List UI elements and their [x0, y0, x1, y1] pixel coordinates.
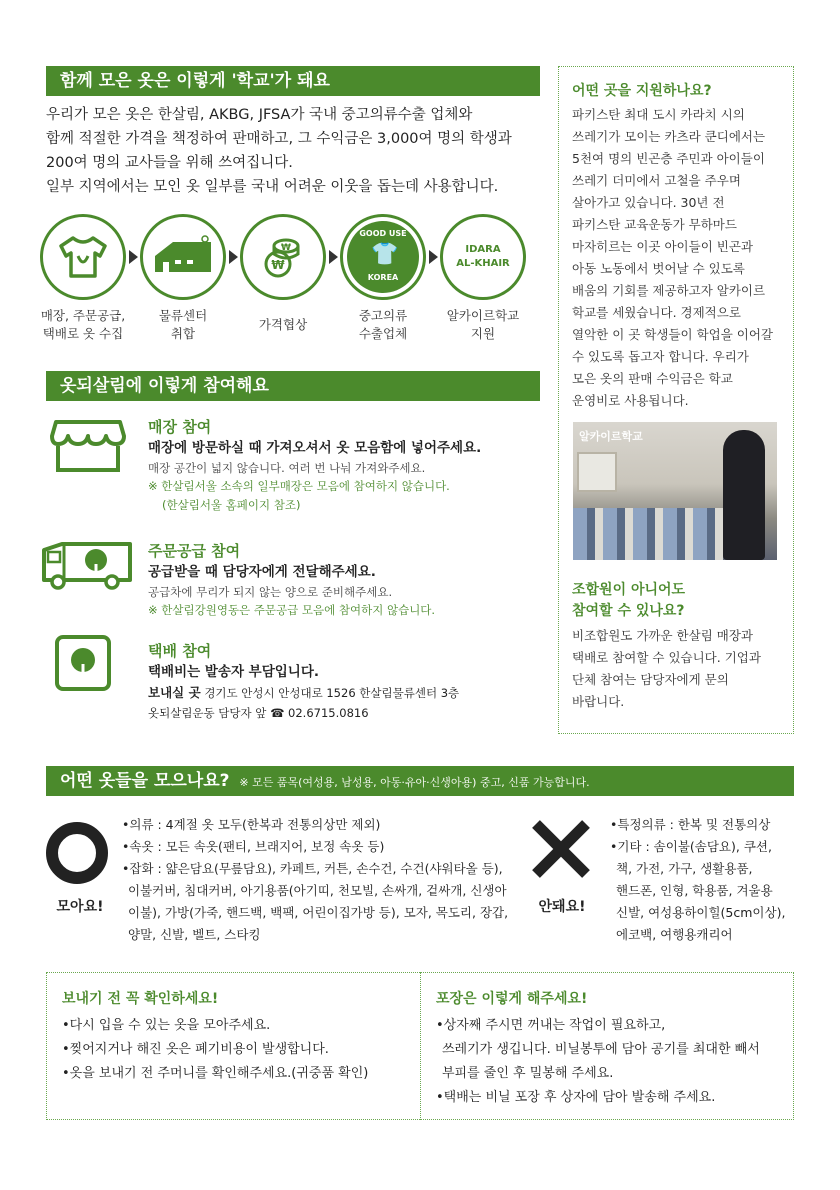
photo-students [573, 508, 723, 560]
parcel-recipient [148, 703, 538, 723]
intro-paragraph [46, 103, 546, 199]
step-caption-warehouse [133, 307, 233, 343]
sidebar-line: 살아가고 있습니다. 30년 전 [572, 195, 725, 210]
parcel-title: 택배 참여 [148, 642, 212, 660]
phone-icon: ☎ [270, 706, 285, 720]
q2-line: 참여할 수 있나요? [572, 603, 685, 619]
section-title-items [46, 766, 794, 796]
packing-block [436, 988, 790, 1110]
packing-line: 부피를 줄인 후 밀봉해 주세요. [442, 1066, 614, 1081]
items-title: 어떤 옷들을 모으나요? [60, 771, 230, 791]
q2-line: 조합원이 아니어도 [572, 582, 686, 598]
no-cross-icon [528, 816, 594, 882]
svg-text:₩: ₩ [271, 258, 285, 272]
sidebar-line: 수 있도록 돕고자 합니다. 우리가 [572, 349, 749, 364]
check-line: •다시 입을 수 있는 옷을 모아주세요. [62, 1018, 271, 1033]
photo-label: 알카이르학교 [579, 430, 643, 443]
sidebar-content [572, 80, 786, 412]
delivery-note: ※ 한살림강원영동은 주문공급 모음에 참여하지 않습니다. [148, 603, 436, 617]
yes-line: •속옷 : 모든 속옷(팬티, 브래지어, 보정 속옷 등) [122, 839, 385, 854]
recipient-value: 옷되살림운동 담당자 앞 [148, 706, 267, 720]
svg-text:₩: ₩ [281, 243, 291, 253]
sidebar-line: 비조합원도 가까운 한살림 매장과 [572, 628, 753, 643]
store-line: 매장에 방문하실 때 가져오셔서 옷 모음함에 넣어주세요. [148, 440, 482, 456]
step-caption-exporter [333, 307, 433, 343]
yes-line: 이불), 가방(가죽, 핸드백, 백팩, 어린이집가방 등), 모자, 목도리, 장갑, [128, 905, 509, 920]
yes-line: •의류 : 4계절 옷 모두(한복과 전통의상만 제외) [122, 817, 381, 832]
shirt-icon: 👕 [371, 242, 399, 267]
check-line: •찢어지거나 해진 옷은 폐기비용이 발생합니다. [62, 1042, 329, 1057]
check-title: 보내기 전 꼭 확인하세요! [62, 991, 219, 1007]
sidebar-line: 모은 옷의 판매 수익금은 학교 [572, 371, 733, 386]
sidebar-line: 운영비로 사용됩니다. [572, 393, 689, 408]
caption-line: 가격협상 [258, 317, 308, 332]
step-circle-exporter [340, 214, 426, 300]
good-use-korea-badge [347, 221, 419, 293]
badge-bottom-text: KOREA [367, 273, 399, 282]
caption-line: 지원 [470, 326, 496, 341]
packing-line: •택배는 비닐 포장 후 상자에 담아 발송해 주세요. [436, 1090, 716, 1105]
sidebar-line: 학교를 세웠습니다. 경제적으로 [572, 305, 741, 320]
photo-window [577, 452, 617, 492]
arrow-right-icon [429, 250, 438, 264]
items-subtitle: ※ 모든 품목(여성용, 남성용, 아동·유아·신생아용) 중고, 신품 가능합니다. [239, 776, 590, 789]
sidebar-content-2 [572, 580, 786, 713]
intro-line: 함께 적절한 가격을 책정하여 판매하고, 그 수익금은 3,000여 명의 학생과 [46, 131, 512, 147]
check-line: •옷을 보내기 전 주머니를 확인해주세요.(귀중품 확인) [62, 1066, 369, 1081]
step-circle-collect [40, 214, 126, 300]
yes-line: 이불커버, 침대커버, 아기용품(아기띠, 천모빌, 손싸개, 겉싸개, 신생아 [128, 883, 507, 898]
parcel-block [148, 640, 538, 723]
sidebar-para-2 [572, 625, 786, 713]
yes-line: •잡화 : 얇은담요(무릎담요), 카페트, 커튼, 손수건, 수건(샤워타올 등), [122, 861, 503, 876]
delivery-block [148, 540, 538, 620]
caption-line: 알카이르학교 [446, 308, 520, 323]
step-circle-warehouse [140, 214, 226, 300]
intro-line: 우리가 모은 옷은 한살림, AKBG, JFSA가 국내 중고의류수출 업체와 [46, 107, 473, 123]
yes-line: 양말, 신발, 벨트, 스타킹 [128, 927, 261, 942]
no-line: 핸드폰, 인형, 학용품, 겨울용 [616, 883, 773, 898]
warehouse-icon [151, 234, 215, 280]
sidebar-line: 배움의 기회를 제공하고자 알카이르 [572, 283, 766, 298]
sidebar-line: 바랍니다. [572, 694, 625, 709]
sidebar-line: 아동 노동에서 벗어날 수 있도록 [572, 261, 745, 276]
no-line: •특정의류 : 한복 및 전통의상 [610, 817, 771, 832]
check-block [62, 988, 412, 1086]
badge-top-text: GOOD USE [359, 229, 407, 238]
step-circle-price [240, 214, 326, 300]
logo-line-1: IDARA [465, 244, 501, 255]
caption-line: 중고의류 [358, 308, 408, 323]
sidebar-line: 파키스탄 교육운동가 무하마드 [572, 217, 737, 232]
bottom-divider [420, 972, 421, 1120]
store-note: (한살림서울 홈페이지 참조) [162, 498, 301, 512]
store-note: ※ 한살림서울 소속의 일부매장은 모음에 참여하지 않습니다. [148, 479, 450, 493]
store-block [148, 416, 538, 515]
school-photo [573, 422, 777, 560]
sidebar-question-1: 어떤 곳을 지원하나요? [572, 83, 712, 99]
sidebar-line: 마자히르는 이곳 아이들이 빈곤과 [572, 239, 753, 254]
parcel-box-icon [54, 634, 112, 692]
idara-alkhair-logo [456, 243, 510, 271]
intro-line: 200여 명의 교사들을 위해 쓰여집니다. [46, 155, 293, 171]
no-line: 책, 가전, 가구, 생활용품, [616, 861, 753, 876]
parcel-address [148, 683, 538, 703]
address-value: 경기도 안성시 안성대로 1526 한살림물류센터 3층 [204, 686, 460, 700]
delivery-line: 공급받을 때 담당자에게 전달해주세요. [148, 564, 376, 580]
no-label: 안돼요! [538, 899, 586, 915]
sidebar-line: 5천여 명의 빈곤층 주민과 아이들이 [572, 151, 765, 166]
store-sub: 매장 공간이 넓지 않습니다. 여러 번 나눠 가져와주세요. [148, 461, 426, 475]
section-title-participate: 옷되살림에 이렇게 참여해요 [46, 371, 540, 401]
address-label: 보내실 곳 [148, 685, 201, 700]
delivery-truck-icon [40, 540, 134, 590]
parcel-line: 택배비는 발송자 부담입니다. [148, 664, 320, 680]
sidebar-para-1 [572, 104, 786, 412]
caption-line: 취합 [170, 326, 196, 341]
packing-line: •상자째 주시면 꺼내는 작업이 필요하고, [436, 1018, 666, 1033]
photo-teacher [723, 430, 765, 560]
step-caption-collect [33, 307, 133, 343]
yes-circle-icon [46, 822, 108, 884]
arrow-right-icon [229, 250, 238, 264]
section-title-school: 함께 모은 옷은 이렇게 '학교'가 돼요 [46, 66, 540, 96]
step-caption-school [433, 307, 533, 343]
no-list [610, 814, 800, 946]
tshirt-icon [57, 234, 109, 280]
caption-line: 물류센터 [158, 308, 208, 323]
packing-line: 쓰레기가 생깁니다. 비닐봉투에 담아 공기를 최대한 빼서 [442, 1042, 760, 1057]
step-caption-price [233, 316, 333, 334]
caption-line: 택배로 옷 수집 [42, 326, 124, 341]
delivery-title: 주문공급 참여 [148, 542, 241, 560]
arrow-right-icon [129, 250, 138, 264]
sidebar-line: 파키스탄 최대 도시 카라치 시의 [572, 107, 745, 122]
step-circle-school [440, 214, 526, 300]
packing-title: 포장은 이렇게 해주세요! [436, 991, 588, 1007]
store-icon [50, 418, 126, 474]
yes-label: 모아요! [56, 899, 104, 915]
no-line: 에코백, 여행용캐리어 [616, 927, 733, 942]
sidebar-line: 택배로 참여할 수 있습니다. 기업과 [572, 650, 761, 665]
intro-line: 일부 지역에서는 모인 옷 일부를 국내 어려운 이웃을 돕는데 사용합니다. [46, 179, 499, 195]
sidebar-line: 쓰레기가 모이는 카츠라 쿤디에서는 [572, 129, 766, 144]
store-title: 매장 참여 [148, 418, 212, 436]
delivery-sub: 공급차에 무리가 되지 않는 양으로 준비해주세요. [148, 585, 393, 599]
no-line: •기타 : 솜이불(솜담요), 쿠션, [610, 839, 772, 854]
phone-number: 02.6715.0816 [288, 706, 369, 720]
sidebar-line: 열악한 이 곳 학생들이 학업을 이어갈 [572, 327, 773, 342]
caption-line: 수출업체 [358, 326, 408, 341]
no-line: 신발, 여성용하이힐(5cm이상), [616, 905, 786, 920]
coins-icon [258, 232, 308, 282]
sidebar-line: 쓰레기 더미에서 고철을 주우며 [572, 173, 741, 188]
arrow-right-icon [329, 250, 338, 264]
caption-line: 매장, 주문공급, [40, 308, 126, 323]
sidebar-line: 단체 참여는 담당자에게 문의 [572, 672, 729, 687]
sidebar-question-2 [572, 580, 786, 622]
logo-line-2: AL-KHAIR [456, 258, 510, 269]
yes-list [122, 814, 522, 946]
